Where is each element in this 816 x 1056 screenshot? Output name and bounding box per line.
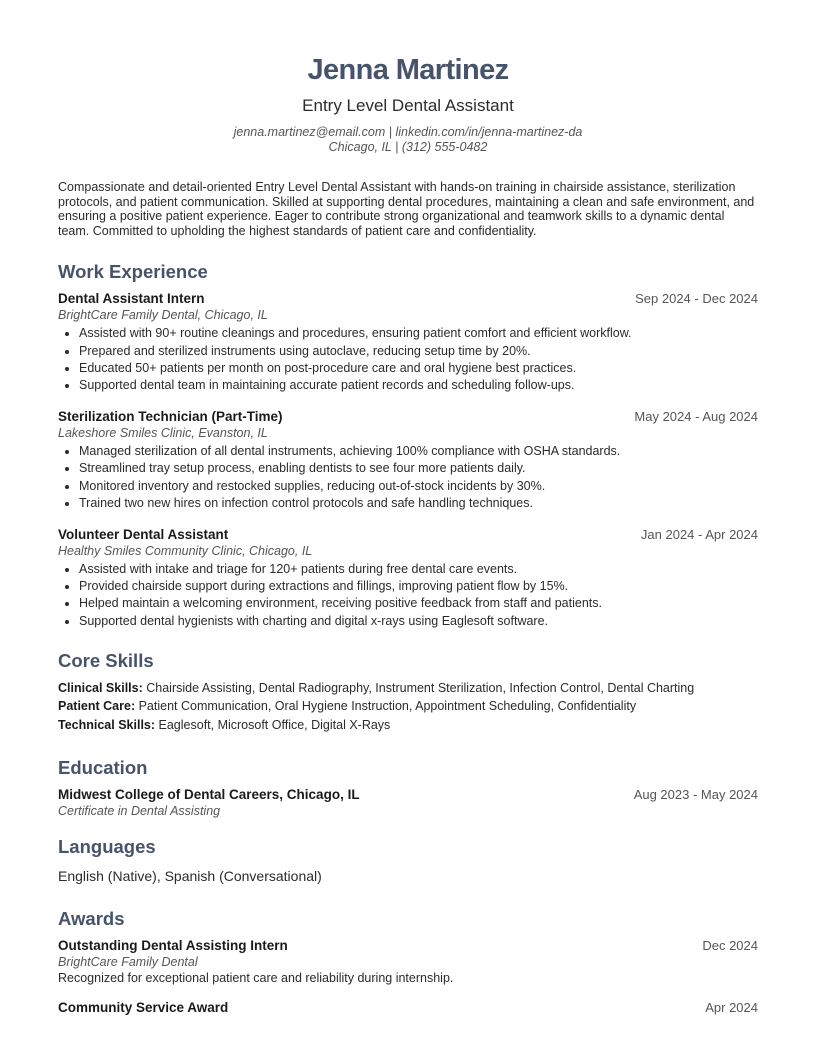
section-title-education: Education xyxy=(58,757,148,779)
job-bullet-list xyxy=(58,443,758,512)
skill-line xyxy=(58,716,758,735)
job-title: Sterilization Technician (Part-Time) xyxy=(58,409,283,425)
award-description: Recognized for exceptional patient care and reliability during internship. xyxy=(58,971,454,986)
job-bullet: • Assisted with intake and triage for 120+ patients during free dental care events. xyxy=(79,561,758,578)
job-dates: May 2024 - Aug 2024 xyxy=(634,409,758,425)
award-title: Outstanding Dental Assisting Intern xyxy=(58,938,288,954)
job-bullet: • Managed sterilization of all dental instruments, achieving 100% compliance with OSHA standards. xyxy=(79,443,758,460)
job-bullet: • Provided chairside support during extractions and fillings, improving patient flow by 15%. xyxy=(79,578,758,595)
skill-items: Patient Communication, Oral Hygiene Instruction, Appointment Scheduling, Confidentiality xyxy=(138,699,637,714)
job-dates: Jan 2024 - Apr 2024 xyxy=(640,527,758,542)
job-employer: BrightCare Family Dental, Chicago, IL xyxy=(58,308,268,323)
job-bullet: • Supported dental hygienists with charting and digital x-rays using Eaglesoft software. xyxy=(79,613,758,630)
candidate-headline: Entry Level Dental Assistant xyxy=(302,96,514,115)
award-date: Apr 2024 xyxy=(705,1000,758,1016)
job-bullet: • Monitored inventory and restocked supplies, reducing out-of-stock incidents by 30%. xyxy=(79,478,758,495)
contact-line-email-linkedin: jenna.martinez@email.com | linkedin.com/in/jenna-martinez-da xyxy=(233,125,583,139)
award-entry xyxy=(58,937,758,986)
contact-line-location-phone: Chicago, IL | (312) 555-0482 xyxy=(328,140,488,154)
professional-summary: Compassionate and detail-oriented Entry Level Dental Assistant with hands-on training in chairside assistance, sterilization protocols, and patient communication. Skilled at supporting dental procedures, maintaining a clean and safe environment, and ensuring a positive patient experience. Eager to contribute strong organizational and teamwork skills to a dynamic dental team. Committed to upholding the highest standards of patient care and confidentiality. xyxy=(58,180,755,238)
skill-category: Technical Skills: xyxy=(58,717,156,732)
education-entry xyxy=(58,786,758,820)
award-entry xyxy=(58,999,758,1016)
skill-items: Chairside Assisting, Dental Radiography, Instrument Sterilization, Infection Control, Dental Charting xyxy=(146,680,695,695)
languages-list: English (Native), Spanish (Conversational) xyxy=(58,868,322,885)
job-employer: Lakeshore Smiles Clinic, Evanston, IL xyxy=(58,426,268,441)
skill-category: Patient Care: xyxy=(58,699,136,714)
section-title-languages: Languages xyxy=(58,836,156,858)
experience-entry xyxy=(58,290,758,394)
job-bullet: • Prepared and sterilized instruments using autoclave, reducing setup time by 20%. xyxy=(79,343,758,360)
candidate-name: Jenna Martinez xyxy=(307,54,509,86)
section-title-work-experience: Work Experience xyxy=(58,261,208,283)
skill-items: Eaglesoft, Microsoft Office, Digital X-Rays xyxy=(158,717,391,732)
job-bullet: • Educated 50+ patients per month on post-procedure care and oral hygiene best practices. xyxy=(79,360,758,377)
section-title-awards: Awards xyxy=(58,908,125,930)
job-employer: Healthy Smiles Community Clinic, Chicago, IL xyxy=(58,544,313,558)
education-dates: Aug 2023 - May 2024 xyxy=(633,787,758,803)
job-bullet-list xyxy=(58,561,758,630)
job-bullet: • Assisted with 90+ routine cleanings and procedures, ensuring patient comfort and efficient workflow. xyxy=(79,325,758,342)
school-name: Midwest College of Dental Careers, Chicago, IL xyxy=(58,787,360,803)
skill-category: Clinical Skills: xyxy=(58,680,143,695)
award-date: Dec 2024 xyxy=(702,938,758,954)
experience-entry xyxy=(58,526,758,630)
job-bullet-list xyxy=(58,325,758,394)
skill-line xyxy=(58,697,758,716)
award-organization: BrightCare Family Dental xyxy=(58,955,198,970)
job-bullet: • Trained two new hires on infection control protocols and safe handling techniques. xyxy=(79,495,758,512)
job-bullet: • Supported dental team in maintaining accurate patient records and scheduling follow-ups. xyxy=(79,377,758,394)
job-title: Dental Assistant Intern xyxy=(58,291,205,307)
skill-line xyxy=(58,679,758,698)
degree-name: Certificate in Dental Assisting xyxy=(58,804,221,819)
job-title: Volunteer Dental Assistant xyxy=(58,527,229,542)
job-dates: Sep 2024 - Dec 2024 xyxy=(635,291,758,307)
experience-entry xyxy=(58,408,758,512)
section-title-core-skills: Core Skills xyxy=(58,649,154,671)
award-title: Community Service Award xyxy=(58,1000,229,1016)
job-bullet: • Streamlined tray setup process, enabling dentists to see four more patients daily. xyxy=(79,460,758,477)
resume-page xyxy=(58,0,758,1030)
job-bullet: • Helped maintain a welcoming environment, receiving positive feedback from staff and patients. xyxy=(79,595,758,612)
